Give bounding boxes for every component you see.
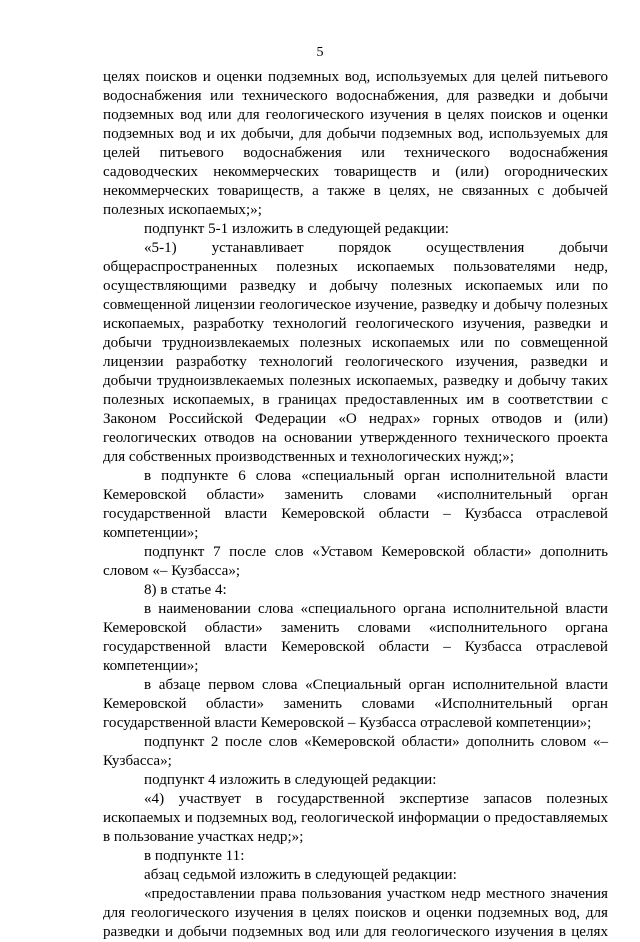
paragraph: подпункт 2 после слов «Кемеровской области» дополнить словом «– Кузбасса»; xyxy=(103,734,608,769)
paragraph: подпункт 4 изложить в следующей редакции: xyxy=(144,772,437,788)
paragraph: «5-1) устанавливает порядок осуществления добычи общераспространенных полезных ископаемых пользователями недр, осуществляющими разведку и добычу полезных ископаемых или по совмещенной лицензии геологическое изучение, разведку и добычу полезных ископаемых, разработку технологий геологического изучения, разведки и добычи трудноизвлекаемых полезных ископаемых или по совмещенной лицензии разработку технологий геологического изучения, разведки и добычи трудноизвлекаемых полезных ископаемых, разведку и добычу таких полезных ископаемых, в границах предоставленных им в соответствии с Законом Российской Федерации «О недрах» горных отводов и (или) геологических отводов на основании утвержденного технического проекта для собственных производственных и технологических нужд;»; xyxy=(103,240,608,465)
paragraph: в наименовании слова «специального органа исполнительной власти Кемеровской области» заменить словами «исполнительного органа государственной власти Кемеровской области – Кузбасса отраслевой компетенции»; xyxy=(103,601,608,674)
paragraph: абзац седьмой изложить в следующей редакции: xyxy=(144,867,457,883)
paragraph: в подпункте 11: xyxy=(144,848,245,864)
paragraph: в подпункте 6 слова «специальный орган исполнительной власти Кемеровской области» заменить словами «исполнительный орган государственной власти Кемеровской области – Кузбасса отраслевой компетенции»; xyxy=(103,468,608,541)
paragraph: «4) участвует в государственной экспертизе запасов полезных ископаемых и подземных вод, геологической информации о предоставляемых в пользование участках недр;»; xyxy=(103,791,608,845)
document-body xyxy=(103,68,608,942)
paragraph: целях поисков и оценки подземных вод, используемых для целей питьевого водоснабжения или технического водоснабжения, для разведки и добычи подземных вод или для геологического изучения в целях поисков и оценки подземных вод и их добычи, для добычи подземных вод, используемых для целей питьевого водоснабжения или технического водоснабжения садоводческих некоммерческих товариществ и (или) огороднических некоммерческих товариществ, а также в целях, не связанных с добычей полезных ископаемых;»; xyxy=(103,69,608,218)
paragraph: в абзаце первом слова «Специальный орган исполнительной власти Кемеровской области» заменить словами «Исполнительный орган государственной власти Кемеровской – Кузбасса отраслевой компетенции»; xyxy=(103,677,608,731)
paragraph: «предоставлении права пользования участком недр местного значения для геологического изучения в целях поисков и оценки подземных вод, для разведки и добычи подземных вод или для геологического изучения в целях xyxy=(103,886,608,940)
paragraph: подпункт 5-1 изложить в следующей редакции: xyxy=(144,221,449,237)
paragraph: подпункт 7 после слов «Уставом Кемеровской области» дополнить словом «– Кузбасса»; xyxy=(103,544,608,579)
page-number: 5 xyxy=(316,45,324,60)
paragraph: 8) в статье 4: xyxy=(144,582,227,598)
